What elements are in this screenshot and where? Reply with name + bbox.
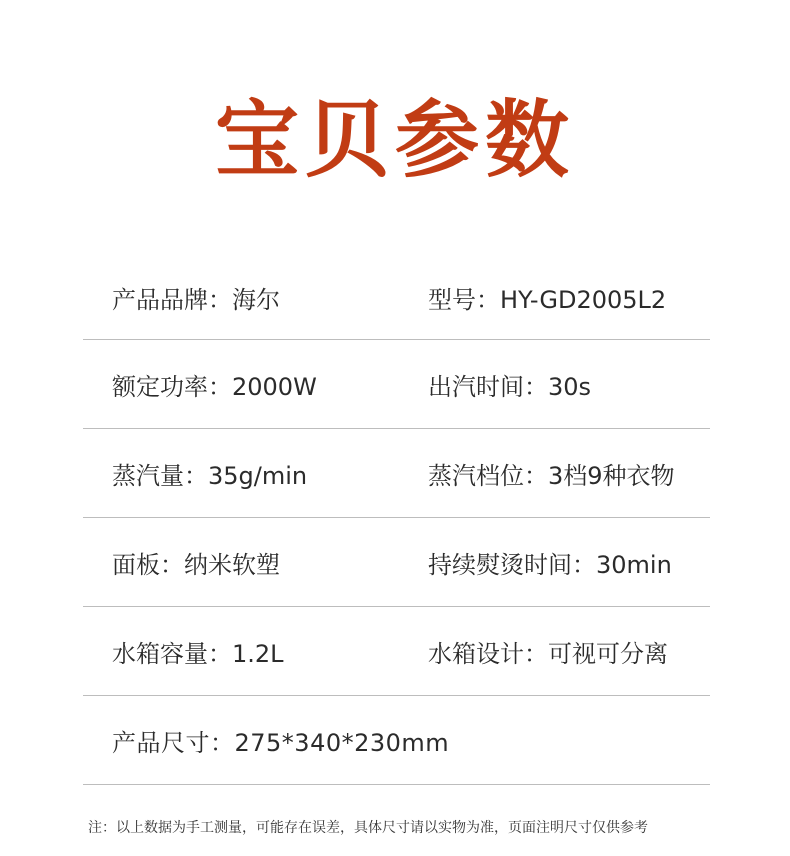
spec-brand: 产品品牌：海尔 xyxy=(112,286,280,314)
spec-ironing-time: 持续熨烫时间：30min xyxy=(428,551,672,579)
spec-row xyxy=(83,607,710,696)
spec-model: 型号：HY-GD2005L2 xyxy=(428,286,667,314)
footnote: 注：以上数据为手工测量，可能存在误差，具体尺寸请以实物为准，页面注明尺寸仅供参考 xyxy=(88,820,648,836)
spec-rated-power: 额定功率：2000W xyxy=(112,373,317,401)
spec-row xyxy=(83,255,710,340)
spec-tank-design: 水箱设计：可视可分离 xyxy=(428,640,668,668)
page-title: 宝贝参数 xyxy=(214,91,575,189)
spec-row xyxy=(83,340,710,429)
spec-panel: 面板：纳米软塑 xyxy=(112,551,280,579)
spec-table xyxy=(83,255,710,785)
spec-steam-output: 蒸汽量：35g/min xyxy=(112,462,308,490)
spec-row xyxy=(83,696,710,785)
spec-steam-levels: 蒸汽档位：3档9种衣物 xyxy=(428,462,675,490)
spec-dimensions: 产品尺寸：275*340*230mm xyxy=(112,729,450,757)
spec-row xyxy=(83,429,710,518)
spec-tank-capacity: 水箱容量：1.2L xyxy=(112,640,284,668)
spec-row xyxy=(83,518,710,607)
spec-steam-time: 出汽时间：30s xyxy=(428,373,592,401)
